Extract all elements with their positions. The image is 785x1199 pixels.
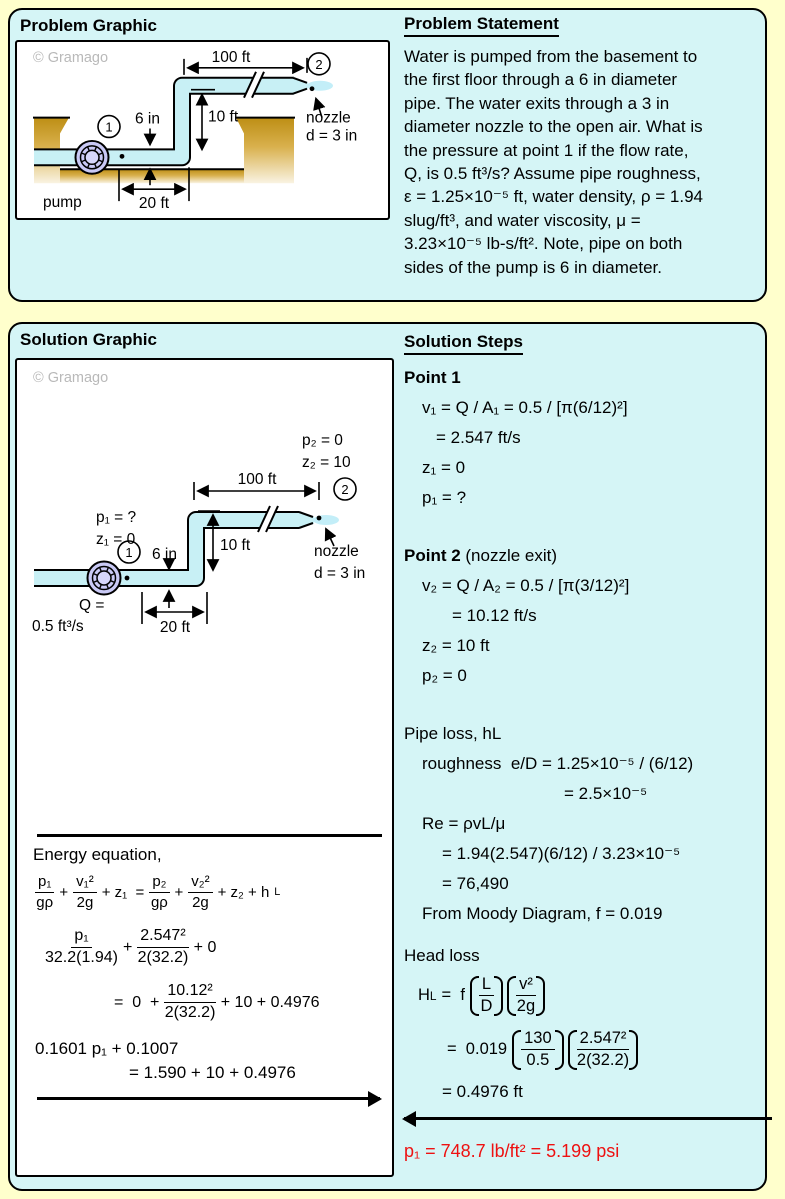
nozzle-label: nozzle bbox=[314, 543, 359, 560]
dim-6in-label: 6 in bbox=[135, 110, 160, 128]
watermark: © Gramago bbox=[33, 370, 109, 386]
step-line: = 76,490 bbox=[442, 874, 509, 893]
energy-equation-row3: = 0 + $\frac{\text{10.12²}}{2(32.2)}$ + 10 + 0.4976 bbox=[114, 982, 320, 1021]
statement-line: 3.23×10⁻⁵ lb-s/ft². Note, pipe on both bbox=[404, 234, 683, 254]
problem-graphic-title: Problem Graphic bbox=[20, 16, 157, 35]
problem-statement-title: Problem Statement bbox=[404, 14, 559, 37]
step-line: p₁ = ? bbox=[422, 488, 467, 507]
svg-text:1: 1 bbox=[125, 545, 133, 560]
solution-diagram bbox=[17, 360, 392, 830]
statement-line: diameter nozzle to the open air. What is bbox=[404, 117, 703, 137]
step-line: roughness e/D = 1.25×10⁻⁵ / (6/12) bbox=[422, 754, 694, 773]
p1-label: p₁ = ? bbox=[96, 509, 137, 526]
flow-rate-label: Q = bbox=[79, 597, 105, 614]
svg-text:1: 1 bbox=[105, 119, 113, 135]
head-loss-equation-values: = 0.019 $\frac{130}{0.5}$ $\frac{\text{2.547²}}{2(32.2)}$ bbox=[442, 1029, 776, 1071]
solution-panel bbox=[8, 322, 767, 1191]
dim-20ft-label: 20 ft bbox=[159, 619, 191, 636]
step-line: = 2.547 ft/s bbox=[436, 428, 521, 447]
dim-10ft-label: 10 ft bbox=[208, 108, 239, 126]
solution-diagram-box bbox=[15, 358, 394, 1177]
pump-icon bbox=[76, 141, 109, 174]
point1-marker bbox=[98, 116, 120, 138]
flow-direction-arrow bbox=[37, 1097, 380, 1101]
solution-graphic-title: Solution Graphic bbox=[20, 330, 157, 349]
final-answer: p₁ = 748.7 lb/ft² = 5.199 psi bbox=[404, 1141, 620, 1162]
point2-marker bbox=[308, 53, 330, 75]
statement-line: sides of the pump is 6 in diameter. bbox=[404, 257, 662, 277]
problem-diagram-box bbox=[15, 40, 390, 220]
point1-dot bbox=[125, 576, 130, 581]
statement-line: the first floor through a 6 in diameter bbox=[404, 70, 678, 90]
step-line: Re = ρvL/μ bbox=[422, 814, 506, 833]
dim-100ft-label: 100 ft bbox=[211, 48, 251, 66]
pump-label: pump bbox=[43, 194, 82, 212]
point1-heading: Point 1 bbox=[404, 368, 461, 387]
point2-marker bbox=[334, 478, 356, 500]
problem-panel bbox=[8, 8, 767, 302]
step-line: = 10.12 ft/s bbox=[452, 606, 537, 625]
water-jet bbox=[313, 515, 339, 525]
statement-line: Q, is 0.5 ft³/s? Assume pipe roughness, bbox=[404, 164, 701, 184]
nozzle bbox=[293, 77, 333, 95]
energy-equation-row1: $\frac{\text{p₁}}{g\rho}$ + $\frac{\text{v₁²}}{2g}$ + z₁ = $\frac{\text{p₂}}{g\rho}$ + $\frac{\text{v₂²}}{2g}$ + z₂ + h L bbox=[36, 873, 281, 911]
svg-text:2: 2 bbox=[315, 56, 323, 72]
problem-diagram bbox=[17, 42, 388, 218]
head-loss-result: = 0.4976 ft bbox=[442, 1081, 523, 1101]
energy-equation-row2: $\frac{\text{p₁}}{32.2(1.94)}$ + $\frac{\text{2.547²}}{2(32.2)}$ + 0 bbox=[45, 927, 217, 967]
statement-line: Water is pumped from the basement to bbox=[404, 47, 698, 66]
watermark: © Gramago bbox=[33, 49, 109, 66]
result-pointer-arrow bbox=[404, 1117, 772, 1121]
step-line: z₂ = 10 ft bbox=[422, 636, 490, 655]
step-line: From Moody Diagram, f = 0.019 bbox=[422, 904, 663, 923]
point1-dot bbox=[120, 154, 125, 159]
dim-10ft-label: 10 ft bbox=[220, 537, 251, 554]
step-line: z₁ = 0 bbox=[422, 458, 466, 477]
equation-divider bbox=[37, 834, 382, 837]
energy-equation-heading: Energy equation, bbox=[33, 845, 162, 864]
pump-icon bbox=[88, 562, 121, 595]
step-line: = 1.94(2.547)(6/12) / 3.23×10⁻⁵ bbox=[442, 844, 681, 863]
z2-label: z₂ = 10 bbox=[302, 454, 351, 471]
dim-20ft-label: 20 ft bbox=[138, 195, 170, 213]
pipe-loss-heading: Pipe loss, hL bbox=[404, 724, 502, 743]
statement-line: pipe. The water exits through a 3 in bbox=[404, 93, 670, 113]
step-line: v₁ = Q / A₁ = 0.5 / [π(6/12)²] bbox=[422, 398, 628, 417]
statement-line: ε = 1.25×10⁻⁵ ft, water density, ρ = 1.94 bbox=[404, 187, 703, 207]
head-loss-equation: H L = f $\frac{L}{D}$ $\frac{\text{v²}}{2g}$ bbox=[418, 975, 776, 1017]
svg-text:2: 2 bbox=[341, 482, 349, 497]
p2-label: p₂ = 0 bbox=[302, 432, 343, 449]
energy-equation-row5: = 1.590 + 10 + 0.4976 bbox=[129, 1062, 296, 1082]
head-loss-heading: Head loss bbox=[404, 946, 480, 965]
energy-equation-row4: 0.1601 p₁ + 0.1007 bbox=[35, 1038, 179, 1058]
problem-statement bbox=[404, 14, 766, 279]
step-line: p₂ = 0 bbox=[422, 666, 467, 685]
z1-label: z₁ = 0 bbox=[96, 531, 136, 548]
step-line: v₂ = Q / A₂ = 0.5 / [π(3/12)²] bbox=[422, 576, 630, 595]
nozzle-dia-label: d = 3 in bbox=[306, 127, 358, 145]
statement-line: slug/ft³, and water viscosity, μ = bbox=[404, 210, 641, 230]
dim-6in-label: 6 in bbox=[152, 546, 177, 563]
dim-100ft-label: 100 ft bbox=[237, 471, 277, 488]
point2-dot bbox=[310, 86, 315, 91]
statement-line: the pressure at point 1 if the flow rate, bbox=[404, 140, 689, 160]
point2-heading: Point 2 (nozzle exit) bbox=[404, 546, 558, 565]
solution-steps-title: Solution Steps bbox=[404, 332, 523, 355]
flow-rate-value: 0.5 ft³/s bbox=[32, 618, 84, 635]
point2-dot bbox=[317, 516, 322, 521]
nozzle-dia-label: d = 3 in bbox=[314, 565, 366, 582]
nozzle-label: nozzle bbox=[306, 109, 351, 127]
step-line: = 2.5×10⁻⁵ bbox=[564, 784, 648, 803]
solution-steps bbox=[404, 332, 776, 1166]
